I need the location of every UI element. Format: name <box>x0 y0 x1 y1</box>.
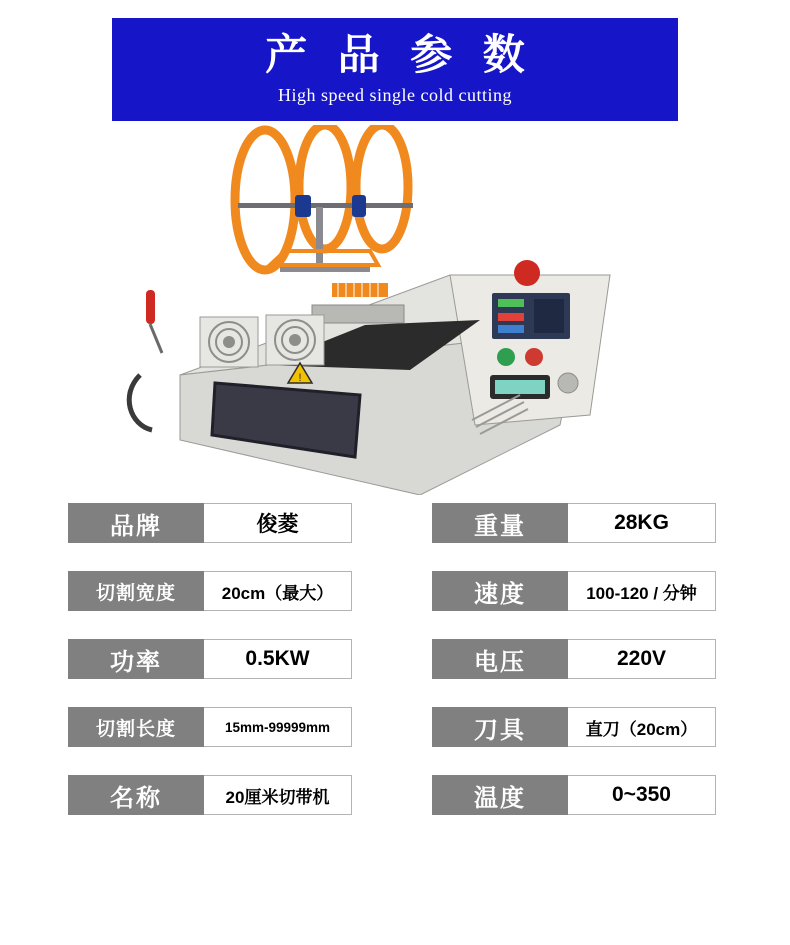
spec-label-voltage: 电压 <box>432 639 568 679</box>
spec-value-speed: 100-120 / 分钟 <box>568 571 716 611</box>
spec-item-blade <box>432 707 722 747</box>
spec-label-brand: 品牌 <box>68 503 204 543</box>
spec-value-weight: 28KG <box>568 503 716 543</box>
table-row <box>68 503 722 543</box>
spec-label-name: 名称 <box>68 775 204 815</box>
spec-value-name: 20厘米切带机 <box>204 775 352 815</box>
spec-value-cutting-length: 15mm-99999mm <box>204 707 352 747</box>
spec-item-name <box>68 775 358 815</box>
svg-text:!: ! <box>298 372 302 384</box>
spec-value-cutting-width: 20cm（最大） <box>204 571 352 611</box>
spec-item-voltage <box>432 639 722 679</box>
spec-value-temperature: 0~350 <box>568 775 716 815</box>
spec-value-blade: 直刀（20cm） <box>568 707 716 747</box>
spec-item-cutting-length <box>68 707 358 747</box>
machine-body <box>129 260 610 495</box>
spec-label-weight: 重量 <box>432 503 568 543</box>
reel-assembly <box>235 125 413 272</box>
spec-value-voltage: 220V <box>568 639 716 679</box>
spec-item-speed <box>432 571 722 611</box>
product-photo <box>120 125 680 495</box>
header-banner <box>112 18 678 121</box>
spec-label-blade: 刀具 <box>432 707 568 747</box>
spec-label-power: 功率 <box>68 639 204 679</box>
spec-item-power <box>68 639 358 679</box>
table-row <box>68 639 722 679</box>
spec-value-power: 0.5KW <box>204 639 352 679</box>
table-row <box>68 571 722 611</box>
spec-item-weight <box>432 503 722 543</box>
spec-label-temperature: 温度 <box>432 775 568 815</box>
table-row <box>68 707 722 747</box>
table-row <box>68 775 722 815</box>
spec-item-brand <box>68 503 358 543</box>
spec-item-cutting-width <box>68 571 358 611</box>
spec-value-brand: 俊菱 <box>204 503 352 543</box>
spec-table <box>68 503 722 843</box>
page-subtitle: High speed single cold cutting <box>278 85 512 106</box>
spec-label-cutting-length: 切割长度 <box>68 707 204 747</box>
spec-label-speed: 速度 <box>432 571 568 611</box>
page-title: 产 品 参 数 <box>265 32 535 79</box>
spec-label-cutting-width: 切割宽度 <box>68 571 204 611</box>
spec-item-temperature <box>432 775 722 815</box>
